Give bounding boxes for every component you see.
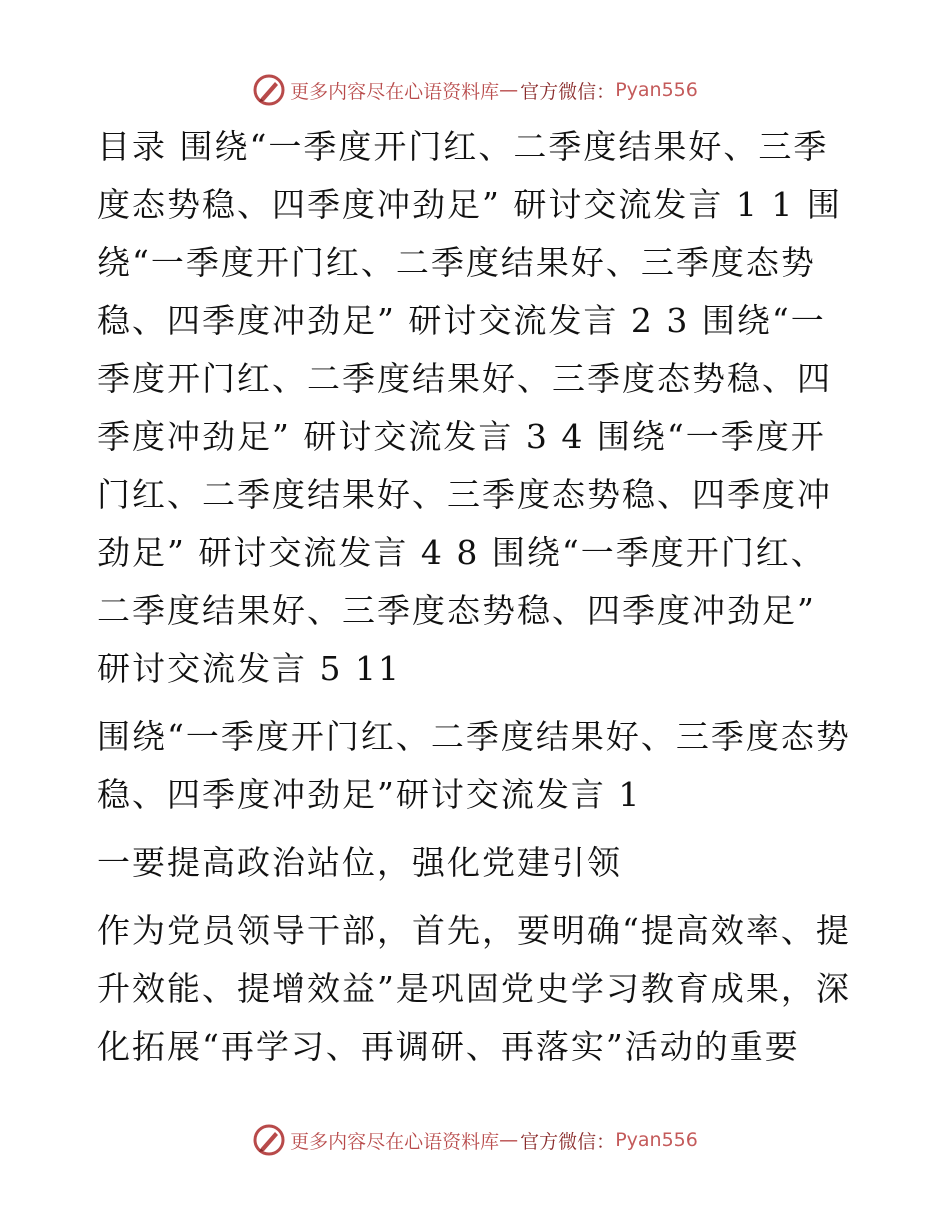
- pen-logo-icon: [252, 1123, 286, 1157]
- document-body: [97, 118, 857, 1076]
- watermark-separator: —: [499, 1129, 519, 1151]
- pen-logo-icon: [252, 73, 286, 107]
- watermark-official-label: 官方微信：: [520, 80, 616, 103]
- watermark-wechat-id: Pyan556: [615, 79, 698, 101]
- watermark-wechat-id: Pyan556: [615, 1129, 698, 1151]
- section-title: 围绕“一季度开门红、二季度结果好、三季度态势稳、四季度冲劲足”研讨交流发言 1: [97, 717, 851, 814]
- watermark-text: 更多内容尽在心语资料库: [290, 1130, 500, 1153]
- heading-1: 一要提高政治站位，强化党建引领: [97, 843, 622, 882]
- watermark-text: 更多内容尽在心语资料库: [290, 80, 500, 103]
- watermark-separator: —: [499, 79, 519, 101]
- body-paragraph-1: 作为党员领导干部，首先，要明确“提高效率、提升效能、提增效益”是巩固党史学习教育成果，深化拓展“再学习、再调研、再落实”活动的重要: [97, 911, 851, 1066]
- watermark-footer: [0, 1122, 950, 1158]
- watermark-official-label: 官方微信：: [520, 1130, 616, 1153]
- watermark-header: [0, 72, 950, 108]
- table-of-contents: 目录 围绕“一季度开门红、二季度结果好、三季度态势稳、四季度冲劲足” 研讨交流发言 1 1 围绕“一季度开门红、二季度结果好、三季度态势稳、四季度冲劲足” 研讨交流发言 2 3 围绕“一季度开门红、二季度结果好、三季度态势稳、四季度冲劲足” 研讨交流发言 3 4 围绕“一季度开门红、二季度结果好、三季度态势稳、四季度冲劲足” 研讨交流发言 4 8 围绕“一季度开门红、二季度结果好、三季度态势稳、四季度冲劲足” 研讨交流发言 5 11: [97, 127, 842, 688]
